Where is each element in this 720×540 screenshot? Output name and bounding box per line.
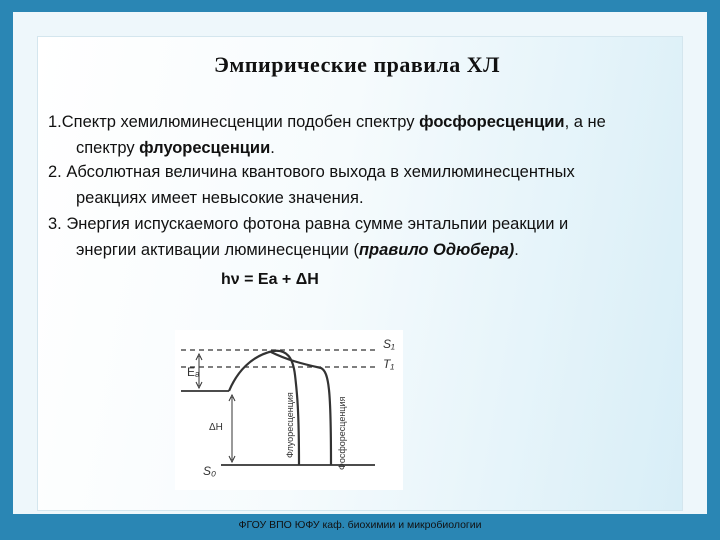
level-label-t1: T₁	[383, 357, 395, 371]
rule-1-text-a: 1.Спектр хемилюминесценции подобен спектру	[48, 113, 420, 131]
ea-label: Eₐ	[187, 365, 200, 379]
rule-2-line-2: реакциях имеет невысокие значения.	[76, 189, 364, 207]
energy-level-diagram	[175, 330, 403, 490]
rule-2	[48, 159, 688, 211]
rule-3-odubert-rule: правило Одюбера)	[358, 241, 515, 259]
rule-1-text-b: , а не	[564, 113, 606, 131]
rule-1-phosphorescence: фосфоресценции	[419, 113, 565, 131]
rule-1-text-d: .	[270, 139, 275, 157]
slide-title: Эмпирические правила ХЛ	[213, 52, 501, 77]
level-label-s1: S₁	[383, 337, 395, 351]
rule-3-text-b: .	[514, 241, 519, 259]
energy-formula: hν = Ea + ΔH	[221, 271, 319, 288]
footer-text: ФГОУ ВПО ЮФУ каф. биохимии и микробиологии	[238, 519, 482, 531]
dh-label: ΔH	[209, 422, 223, 433]
rule-3-line-1: 3. Энергия испускаемого фотона равна сумме энтальпии реакции и	[48, 215, 569, 233]
level-label-s0: S₀	[203, 464, 217, 478]
rule-3	[48, 211, 688, 263]
rule-1-fluorescence: флуоресценции	[139, 139, 271, 157]
phosphorescence-label: Фосфоресценция	[337, 396, 347, 470]
rule-1	[48, 109, 688, 161]
rule-1-text-c: спектру	[76, 139, 140, 157]
rule-3-text-a: энергии активации люминесценции (	[76, 241, 359, 259]
fluorescence-label: Флуоресценция	[285, 392, 295, 458]
phosphorescence-curve	[271, 352, 331, 465]
rule-2-line-1: 2. Абсолютная величина квантового выхода в хемилюминесцентных	[48, 163, 575, 181]
